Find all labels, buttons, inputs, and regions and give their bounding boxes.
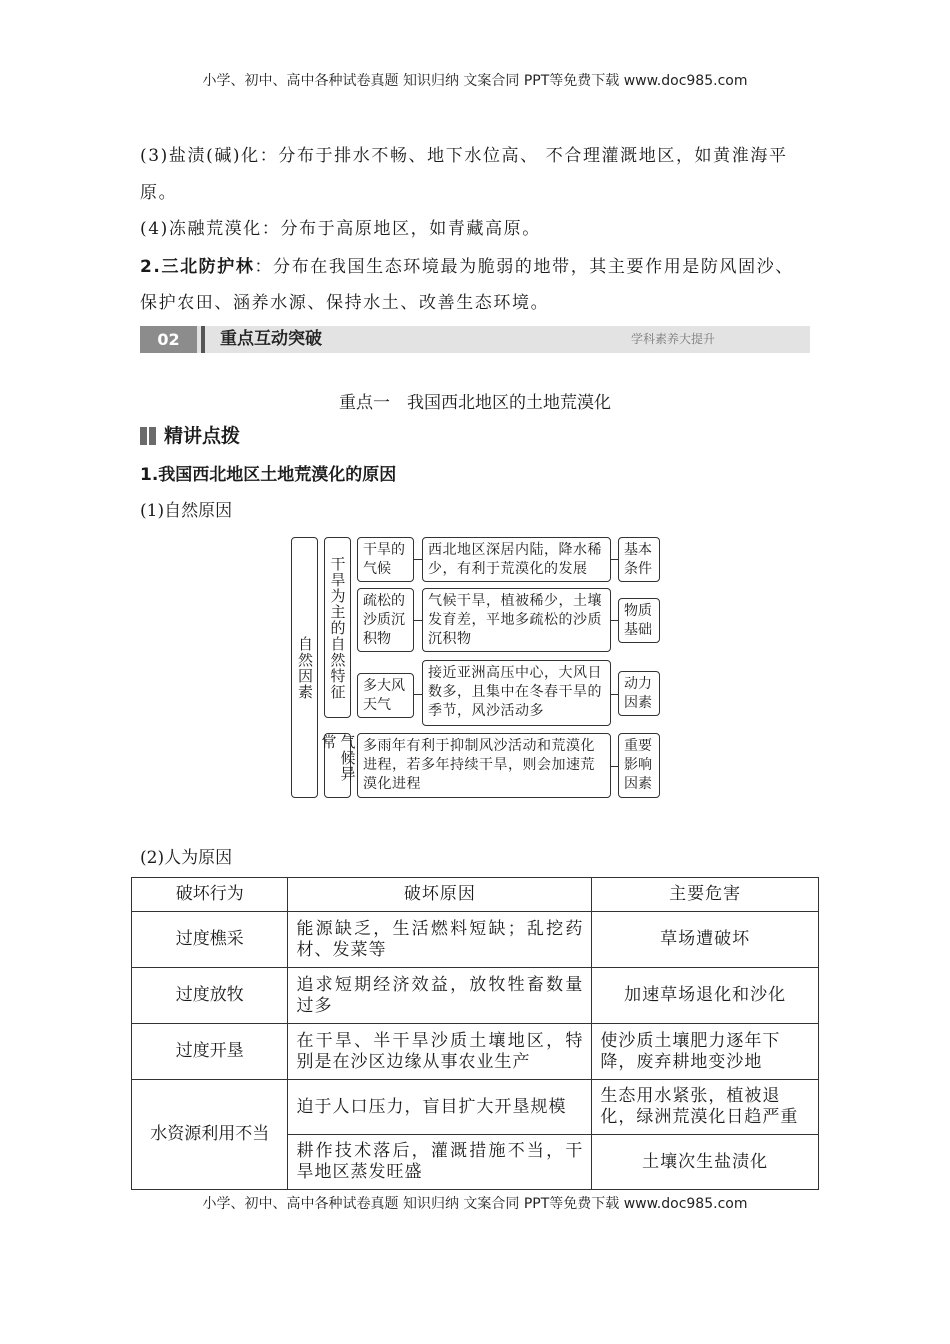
banner-title: 重点互动突破	[220, 329, 322, 349]
human-causes-table	[131, 877, 819, 1190]
cell-harm: 草场遭破坏	[592, 912, 819, 968]
desc-sandy-sediment: 气候干旱，植被稀少，土壤发育差，平地多疏松的沙质沉积物	[422, 588, 611, 652]
factor-strong-wind: 多大风天气	[357, 673, 414, 718]
connector	[611, 620, 618, 621]
cell-action: 过度放牧	[132, 968, 288, 1024]
cell-harm: 使沙质土壤肥力逐年下降，废弃耕地变沙地	[592, 1024, 819, 1080]
section-title: 重点一 我国西北地区的土地荒漠化	[339, 393, 611, 413]
banner-subtitle: 学科素养大提升	[630, 332, 715, 346]
item-2-line-1	[140, 251, 820, 284]
factor-sandy-sediment: 疏松的沙质沉积物	[357, 588, 414, 652]
group-arid-features: 干旱为主的自然特征	[324, 537, 351, 718]
cell-action: 水资源利用不当	[132, 1080, 288, 1190]
item-4: (4)冻融荒漠化：分布于高原地区，如青藏高原。	[140, 219, 541, 239]
page-header: 小学、初中、高中各种试卷真题 知识归纳 文案合同 PPT等免费下载 www.doc985.com	[202, 73, 748, 89]
banner-divider	[201, 326, 205, 353]
subhead-jingjiang	[140, 421, 240, 450]
heading-causes: 1.我国西北地区土地荒漠化的原因	[140, 465, 397, 485]
desc-strong-wind: 接近亚洲高压中心，大风日数多，且集中在冬春干旱的季节，风沙活动多	[422, 660, 611, 726]
group-climate-anomaly: 气候异常	[324, 733, 351, 798]
item-3-line-2: 原。	[140, 183, 178, 203]
item-3-line-1: (3)盐渍(碱)化：分布于排水不畅、地下水位高、 不合理灌溉地区，如黄淮海平	[140, 146, 788, 166]
section-banner	[140, 326, 810, 353]
connector	[414, 559, 422, 560]
desc-climate-anomaly: 多雨年有利于抑制风沙活动和荒漠化进程，若多年持续干旱，则会加速荒漠化进程	[357, 733, 611, 798]
table-header-row	[132, 878, 819, 912]
cell-cause: 能源缺乏，生活燃料短缺；乱挖药材、发菜等	[288, 912, 592, 968]
cell-cause: 追求短期经济效益，放牧牲畜数量过多	[288, 968, 592, 1024]
cell-cause: 迫于人口压力，盲目扩大开垦规模	[288, 1080, 592, 1135]
item-2-heading: 2.三北防护林	[140, 257, 255, 277]
role-dynamic-factor: 动力因素	[618, 671, 660, 716]
col-header-action: 破坏行为	[132, 878, 288, 912]
banner-number: 02	[140, 326, 197, 353]
cell-action: 过度开垦	[132, 1024, 288, 1080]
role-material-basis: 物质基础	[618, 598, 660, 643]
connector	[611, 766, 618, 767]
table-row	[132, 1024, 819, 1080]
human-causes-label: (2)人为原因	[140, 848, 233, 868]
item-2-text: ：分布在我国生态环境最为脆弱的地带，其主要作用是防风固沙、	[254, 257, 794, 277]
cell-action: 过度樵采	[132, 912, 288, 968]
natural-causes-label: (1)自然原因	[140, 501, 233, 521]
role-basic-condition: 基本条件	[618, 537, 660, 582]
cell-harm: 生态用水紧张，植被退化，绿洲荒漠化日趋严重	[592, 1080, 819, 1135]
cell-harm: 土壤次生盐渍化	[592, 1135, 819, 1190]
table-row	[132, 1080, 819, 1135]
item-2-line-2: 保护农田、涵养水源、保持水土、改善生态环境。	[140, 293, 550, 313]
cell-cause: 在干旱、半干旱沙质土壤地区，特别是在沙区边缘从事农业生产	[288, 1024, 592, 1080]
col-header-cause: 破坏原因	[288, 878, 592, 912]
col-header-harm: 主要危害	[592, 878, 819, 912]
cell-cause: 耕作技术落后，灌溉措施不当，干旱地区蒸发旺盛	[288, 1135, 592, 1190]
connector	[414, 620, 422, 621]
cell-harm: 加速草场退化和沙化	[592, 968, 819, 1024]
table-row	[132, 968, 819, 1024]
role-important-factor: 重要影响因素	[618, 733, 660, 798]
connector	[414, 694, 422, 695]
connector	[611, 694, 618, 695]
connector	[611, 559, 618, 560]
subhead-text: 精讲点拨	[164, 425, 241, 447]
factor-arid-climate: 干旱的气候	[357, 537, 414, 582]
page-footer: 小学、初中、高中各种试卷真题 知识归纳 文案合同 PPT等免费下载 www.doc985.com	[202, 1196, 748, 1212]
table-row	[132, 912, 819, 968]
desc-arid-climate: 西北地区深居内陆，降水稀少，有利于荒漠化的发展	[422, 537, 611, 582]
section-marker-icon	[140, 427, 158, 450]
root-natural-factors: 自然因素	[291, 537, 318, 798]
